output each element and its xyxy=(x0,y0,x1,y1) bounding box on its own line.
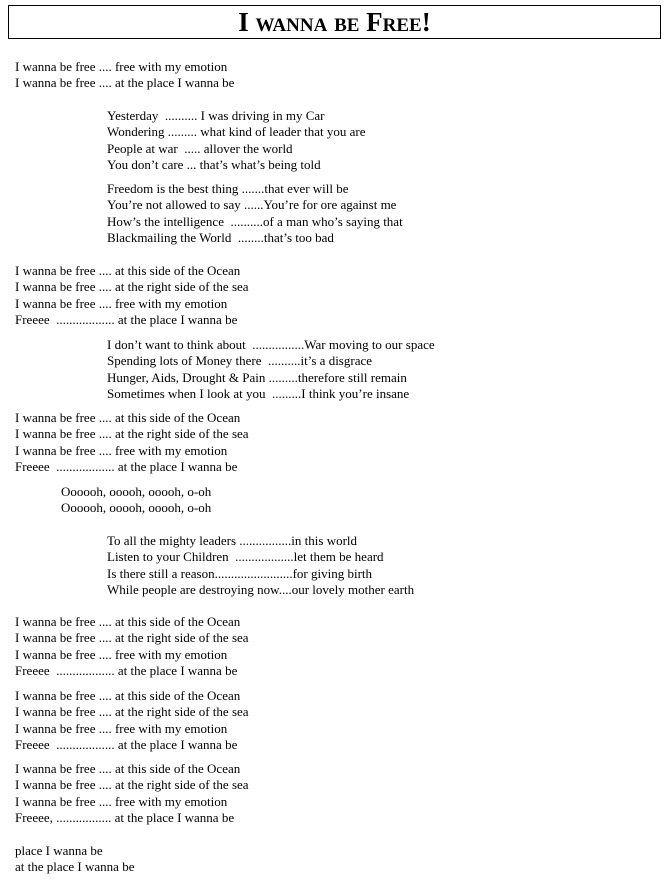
lyric-line: To all the mighty leaders ................in this world xyxy=(107,533,358,548)
lyric-line: Blackmailing the World ........that’s too bad xyxy=(107,229,334,245)
lyric-line: Freeee .................. at the place I wanna be xyxy=(15,662,238,678)
lyric-line: I wanna be free .... at this side of the Ocean xyxy=(15,614,241,629)
lyric-line: Sometimes when I look at you .........I think you’re insane xyxy=(107,385,410,401)
lyric-line: I wanna be free .... free with my emotion xyxy=(15,442,228,458)
lyric-line: I wanna be free .... at the right side of the sea xyxy=(15,777,249,793)
lyric-line: Oooooh, ooooh, ooooh, o-oh xyxy=(61,500,212,516)
lyric-line: You’re not allowed to say ......You’re for ore against me xyxy=(107,197,397,213)
lyric-line: Hunger, Aids, Drought & Pain .........therefore still remain xyxy=(107,369,407,385)
lyric-line: Spending lots of Money there ..........it’s a disgrace xyxy=(107,353,373,369)
lyric-line: I wanna be free .... free with my emotion xyxy=(15,793,228,809)
lyric-line: I don’t want to think about ................War moving to our space xyxy=(107,337,435,352)
lyric-line: I wanna be free .... free with my emotion xyxy=(15,295,228,311)
lyric-line: I wanna be free .... at this side of the Ocean xyxy=(15,263,241,278)
lyric-line: Wondering ......... what kind of leader that you are xyxy=(107,124,366,140)
lyric-line: I wanna be free .... free with my emotion xyxy=(15,59,228,74)
lyric-line: Freeee .................. at the place I wanna be xyxy=(15,458,238,474)
lyric-line: Listen to your Children ..................let them be heard xyxy=(107,549,384,565)
lyric-line: How’s the intelligence ..........of a man who’s saying that xyxy=(107,213,403,229)
lyric-line: Yesterday .......... I was driving in my Car xyxy=(107,108,325,123)
lyric-line: I wanna be free .... at this side of the Ocean xyxy=(15,688,241,703)
lyric-line: at the place I wanna be xyxy=(15,859,135,875)
lyric-line: I wanna be free .... at this side of the Ocean xyxy=(15,761,241,776)
lyric-line: I wanna be free .... at this side of the Ocean xyxy=(15,410,241,425)
lyric-line: Freeee, ................. at the place I wanna be xyxy=(15,809,235,825)
lyric-line: Freedom is the best thing .......that ever will be xyxy=(107,181,349,196)
page-title: I wanna be Free! xyxy=(8,5,661,39)
lyric-line: Oooooh, ooooh, ooooh, o-oh xyxy=(61,484,212,499)
lyric-line: You don’t care ... that’s what’s being told xyxy=(107,156,321,172)
lyric-line: People at war ..... allover the world xyxy=(107,140,293,156)
lyric-line: I wanna be free .... at the right side of the sea xyxy=(15,630,249,646)
lyric-line: I wanna be free .... free with my emotion xyxy=(15,720,228,736)
lyric-line: place I wanna be xyxy=(15,843,103,858)
lyric-line: I wanna be free .... at the right side of the sea xyxy=(15,279,249,295)
lyric-line: I wanna be free .... at the right side of the sea xyxy=(15,426,249,442)
lyric-line: I wanna be free .... free with my emotion xyxy=(15,646,228,662)
lyric-line: I wanna be free .... at the right side of the sea xyxy=(15,704,249,720)
lyric-line: Is there still a reason........................for giving birth xyxy=(107,565,373,581)
lyric-line: Freeee .................. at the place I wanna be xyxy=(15,736,238,752)
lyric-line: Freeee .................. at the place I wanna be xyxy=(15,311,238,327)
lyric-line: I wanna be free .... at the place I wanna be xyxy=(15,75,235,91)
lyric-line: While people are destroying now....our lovely mother earth xyxy=(107,581,415,597)
